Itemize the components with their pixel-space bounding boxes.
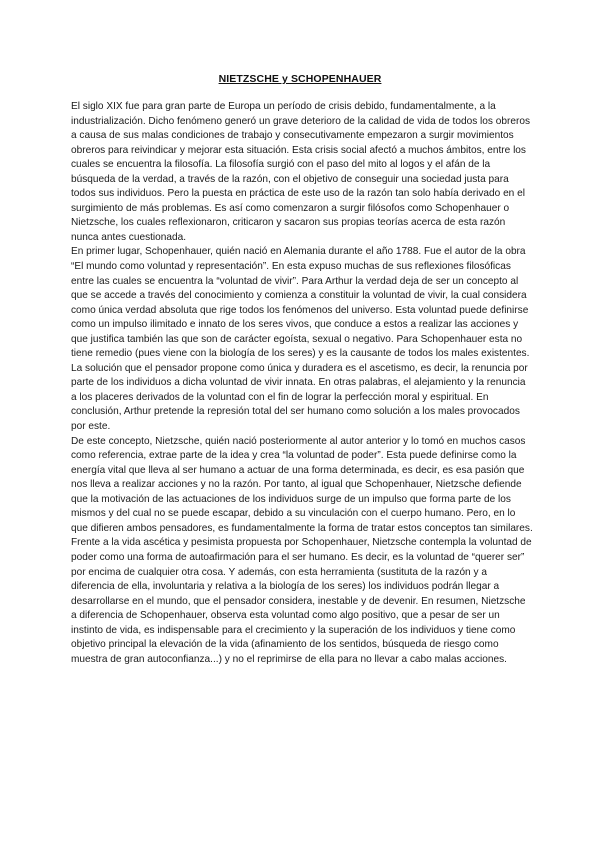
paragraph-schopenhauer: En primer lugar, Schopenhauer, quién nació en Alemania durante el año 1788. Fue el autor de la obra “El mundo como voluntad y representación”. En esta expuso muchas de sus reflexiones filosóficas entre las cuales se encuentra la “voluntad de vivir”. Para Arthur la verdad deja de ser un concepto al que se accede a través del conocimiento y comienza a constituir la voluntad de vivir, la cual considera como única verdad absoluta que rige todos los fenómenos del universo. Esta voluntad puede definirse como un impulso ilimitado e innato de los seres vivos, que conduce a estos a realizar las acciones y que justifica también las que son de carácter egoísta, sexual o negativo. Para Schopenhauer esta no tiene remedio (pues viene con la biología de los seres) y es la causante de todos los males existentes. La solución que el pensador propone como única y duradera es el ascetismo, es decir, la renuncia por parte de los individuos a dicha voluntad de vivir innata. En otras palabras, el alejamiento y la renuncia a los placeres derivados de la voluntad con el fin de lograr la perfección moral y espiritual. En conclusión, Arthur pretende la represión total del ser humano como solución a los males provocados por este. [71, 246, 530, 433]
document-title: NIETZSCHE y SCHOPENHAUER [218, 73, 382, 85]
paragraph-introduction: El siglo XIX fue para gran parte de Europa un período de crisis debido, fundamentalmente, a la industrialización. Dicho fenómeno generó un grave deterioro de la calidad de vida de todos los obreros a causa de sus malas condiciones de trabajo y consecutivamente empezaron a surgir movimientos obreros para reivindicar y mejorar esta situación. Esta crisis social afectó a muchos ámbitos, entre los cuales se encuentra la filosofía. La filosofía surgió con el paso del mito al logos y el afán de la búsqueda de la verdad, a través de la razón, con el objetivo de conseguir una sociedad justa para todos sus individuos. Pero la puesta en práctica de este uso de la razón tan solo había derivado en el surgimiento de más problemas. Es así como comenzaron a surgir filósofos como Schopenhauer o Nietzsche, los cuales reflexionaron, criticaron y sacaron sus propias teorías acerca de esta razón nunca antes cuestionada. [71, 101, 530, 243]
document-body [71, 100, 533, 667]
paragraph-nietzsche: De este concepto, Nietzsche, quién nació posteriormente al autor anterior y lo tomó en muchos casos como referencia, extrae parte de la idea y crea “la voluntad de poder”. Esta puede definirse como la energía vital que lleva al ser humano a actuar de una forma determinada, es decir, es esa pasión que nos lleva a realizar acciones y no la razón. Por tanto, al igual que Schopenhauer, Nietzsche defiende que la motivación de las actuaciones de los individuos surge de un impulso que forma parte de los mismos y del cual no se puede escapar, debido a su vinculación con el cuerpo humano. Pero, en lo que difieren ambos pensadores, es fundamentalmente la forma de tratar estos conceptos tan similares. Frente a la vida ascética y pesimista propuesta por Schopenhauer, Nietzsche contempla la voluntad de poder como una forma de autoafirmación para el ser humano. Es decir, es la voluntad de “querer ser” por encima de cualquier otra cosa. Y además, con esta herramienta (sustituta de la razón y a diferencia de ella, involuntaria y relativa a la biología de los seres) los individuos podrán llegar a desarrollarse en el mundo, que el pensador considera, inestable y de devenir. En resumen, Nietzsche a diferencia de Schopenhauer, observa esta voluntad como algo positivo, que a pesar de ser un instinto de vida, es indispensable para el crecimiento y la superación de los individuos y tiene como objetivo principal la elevación de la vida (afinamiento de los sentidos, búsqueda de riesgo como muestra de gran autoconfianza...) y no el reprimirse de ella para no llevar a cabo malas acciones. [71, 435, 533, 665]
